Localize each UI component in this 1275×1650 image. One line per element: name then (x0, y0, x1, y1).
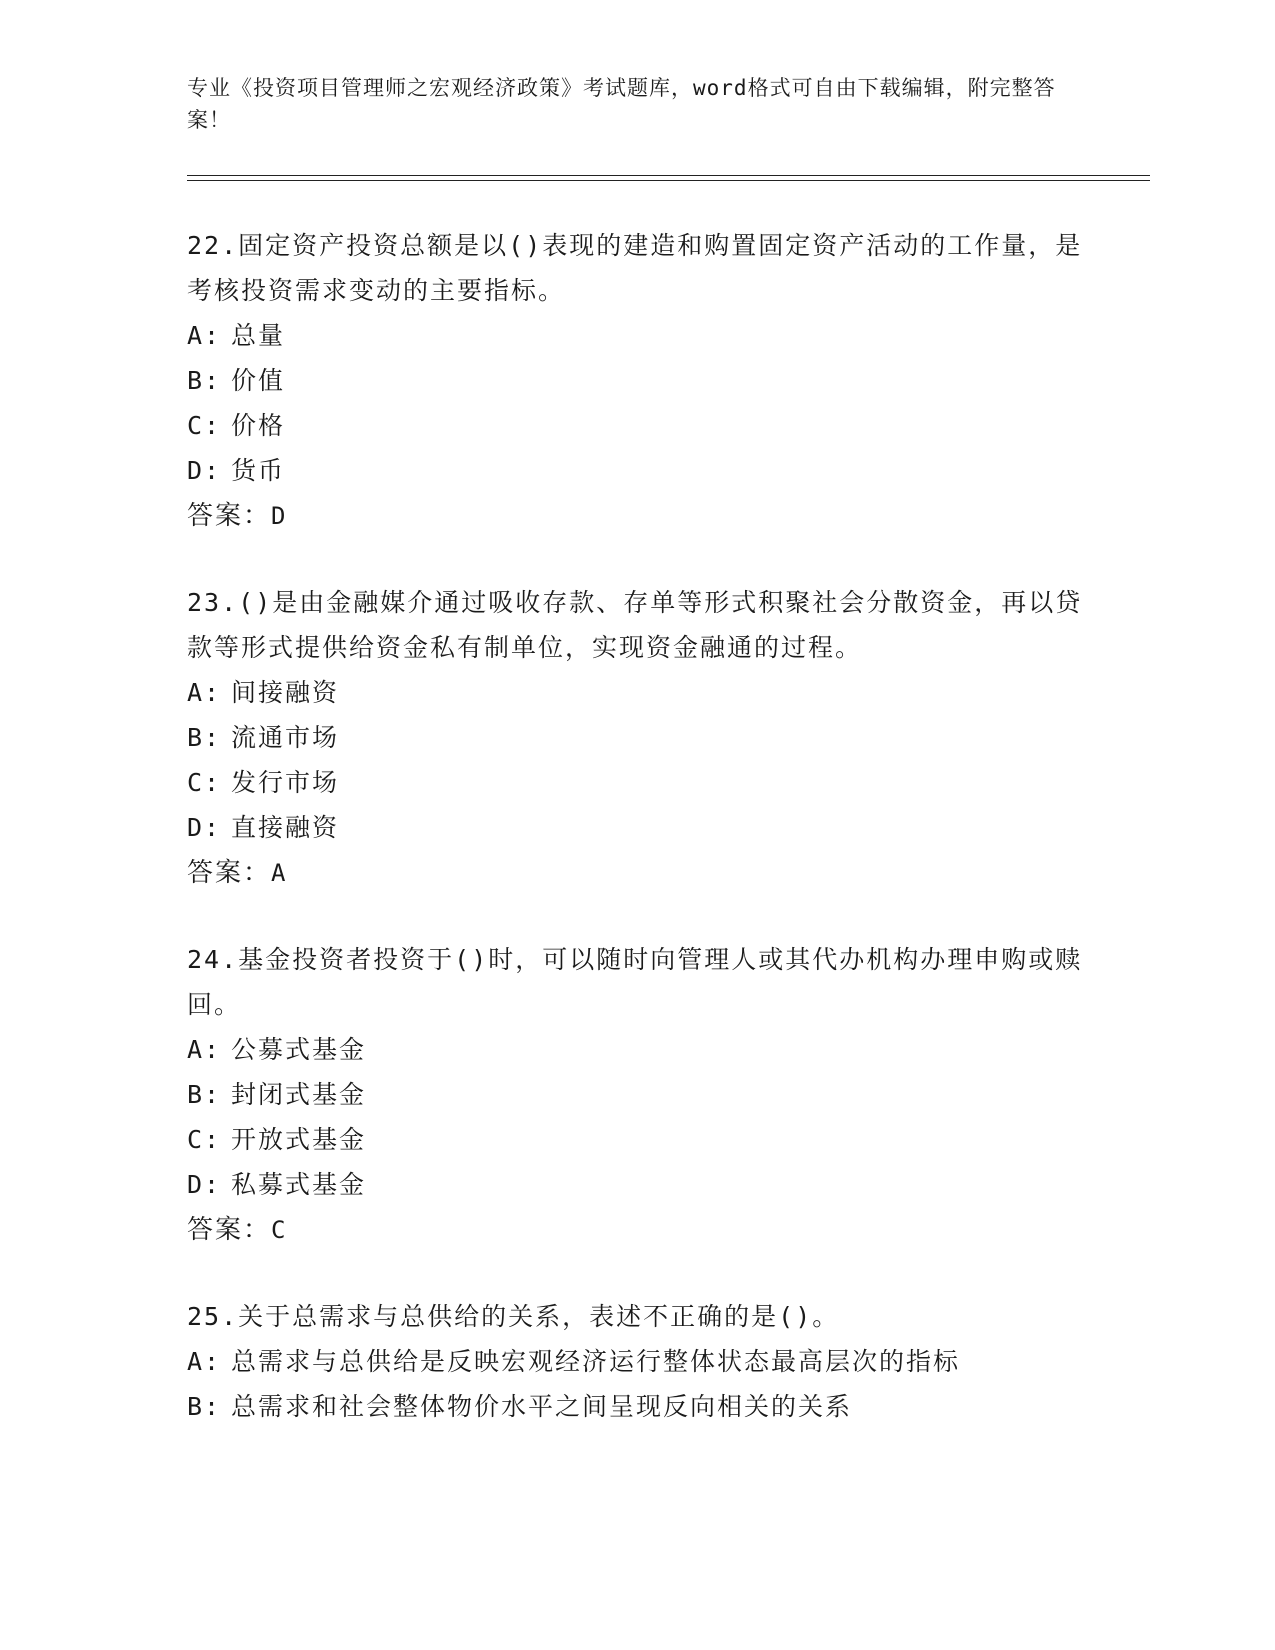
option-letter: C: (187, 1125, 222, 1154)
question-24 (187, 937, 1087, 1253)
option-c (187, 760, 1087, 805)
answer-value: A (271, 859, 288, 887)
answer-line (187, 493, 1087, 539)
question-text: 关于总需求与总供给的关系，表述不正确的是()。 (238, 1302, 840, 1331)
option-a (187, 670, 1087, 715)
option-text: 流通市场 (231, 723, 340, 752)
answer-label: 答案： (187, 857, 272, 887)
option-text: 价格 (231, 411, 286, 440)
question-stem (187, 937, 1087, 1027)
option-d (187, 805, 1087, 850)
question-text: ()是由金融媒介通过吸收存款、存单等形式积聚社会分散资金，再以贷款等形式提供给资金私有制单位，实现资金融通的过程。 (187, 588, 1083, 662)
option-c (187, 403, 1087, 448)
option-letter: D: (187, 456, 222, 485)
question-number: 25. (187, 1302, 239, 1331)
header-intro-text: 专业《投资项目管理师之宏观经济政策》考试题库，word格式可自由下载编辑，附完整答案！ (187, 76, 1056, 132)
option-text: 总量 (231, 321, 286, 350)
answer-value: D (271, 502, 288, 530)
question-22 (187, 223, 1087, 539)
option-text: 开放式基金 (231, 1125, 367, 1154)
option-d (187, 1162, 1087, 1207)
answer-label: 答案： (187, 500, 272, 530)
option-b (187, 1384, 1087, 1429)
answer-line (187, 850, 1087, 896)
answer-line (187, 1207, 1087, 1253)
option-text: 货币 (231, 456, 286, 485)
option-letter: D: (187, 1170, 222, 1199)
question-23 (187, 580, 1087, 896)
option-letter: A: (187, 321, 222, 350)
question-number: 22. (187, 231, 239, 260)
option-letter: B: (187, 1392, 222, 1421)
option-text: 总需求与总供给是反映宏观经济运行整体状态最高层次的指标 (231, 1347, 961, 1376)
document-header (187, 72, 1067, 136)
question-25 (187, 1294, 1087, 1429)
option-letter: C: (187, 411, 222, 440)
option-letter: D: (187, 813, 222, 842)
option-text: 私募式基金 (231, 1170, 367, 1199)
option-a (187, 313, 1087, 358)
option-letter: A: (187, 678, 222, 707)
question-stem (187, 1294, 1087, 1339)
question-stem (187, 580, 1087, 670)
option-text: 发行市场 (231, 768, 340, 797)
option-a (187, 1027, 1087, 1072)
option-b (187, 715, 1087, 760)
option-text: 价值 (231, 366, 286, 395)
question-number: 23. (187, 588, 239, 617)
answer-label: 答案： (187, 1214, 272, 1244)
option-text: 总需求和社会整体物价水平之间呈现反向相关的关系 (231, 1392, 853, 1421)
option-text: 直接融资 (231, 813, 340, 842)
option-letter: B: (187, 366, 222, 395)
header-divider-bottom (187, 180, 1150, 181)
option-letter: A: (187, 1347, 222, 1376)
question-stem (187, 223, 1087, 313)
option-b (187, 358, 1087, 403)
question-number: 24. (187, 945, 239, 974)
option-letter: B: (187, 723, 222, 752)
question-text: 基金投资者投资于()时，可以随时向管理人或其代办机构办理申购或赎回。 (187, 945, 1083, 1019)
option-b (187, 1072, 1087, 1117)
option-text: 间接融资 (231, 678, 340, 707)
option-text: 公募式基金 (231, 1035, 367, 1064)
option-letter: A: (187, 1035, 222, 1064)
option-a (187, 1339, 1087, 1384)
header-divider-top (187, 175, 1150, 176)
option-letter: B: (187, 1080, 222, 1109)
option-letter: C: (187, 768, 222, 797)
answer-value: C (271, 1216, 288, 1244)
option-text: 封闭式基金 (231, 1080, 367, 1109)
question-text: 固定资产投资总额是以()表现的建造和购置固定资产活动的工作量，是考核投资需求变动的主要指标。 (187, 231, 1083, 305)
option-c (187, 1117, 1087, 1162)
option-d (187, 448, 1087, 493)
